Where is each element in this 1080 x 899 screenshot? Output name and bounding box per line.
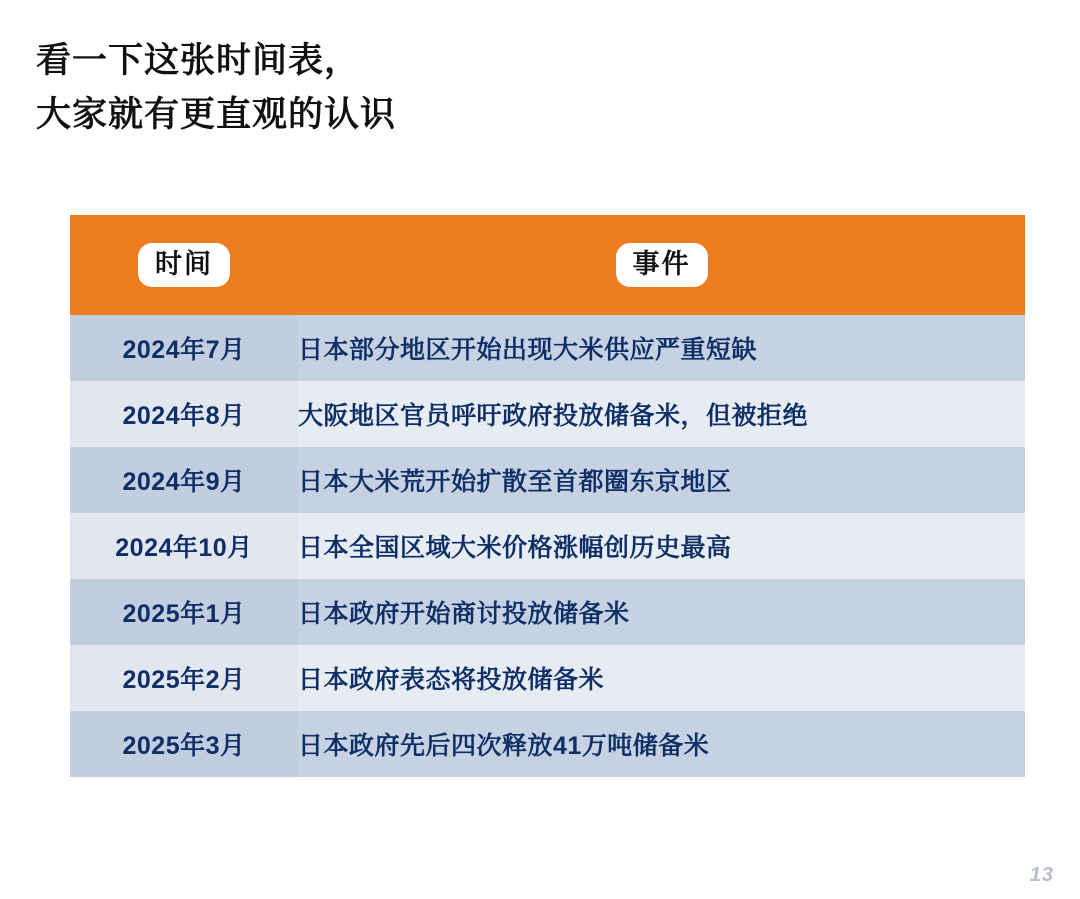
cell-event: 日本政府表态将投放储备米	[298, 645, 1025, 711]
cell-time: 2025年1月	[70, 579, 298, 645]
cell-event: 日本全国区域大米价格涨幅创历史最高	[298, 513, 1025, 579]
cell-time: 2024年10月	[70, 513, 298, 579]
cell-time: 2024年9月	[70, 447, 298, 513]
cell-event: 日本大米荒开始扩散至首都圈东京地区	[298, 447, 1025, 513]
table-header-row	[70, 215, 1025, 315]
page-number: 13	[1029, 864, 1054, 886]
cell-event: 大阪地区官员呼吁政府投放储备米，但被拒绝	[298, 381, 1025, 447]
title-line-2: 大家就有更直观的认识	[36, 95, 397, 135]
title-line-1: 看一下这张时间表，	[36, 41, 361, 80]
cell-time: 2024年7月	[70, 315, 298, 381]
table-row	[70, 711, 1025, 777]
column-header-time-label: 时间	[138, 243, 230, 287]
cell-time: 2024年8月	[70, 381, 298, 447]
cell-event: 日本政府先后四次释放41万吨储备米	[298, 711, 1025, 777]
timeline-table	[70, 215, 1025, 777]
column-header-time	[70, 215, 298, 315]
timeline-table-container	[70, 215, 1025, 777]
cell-event: 日本政府开始商讨投放储备米	[298, 579, 1025, 645]
table-row	[70, 579, 1025, 645]
cell-time: 2025年3月	[70, 711, 298, 777]
table-row	[70, 513, 1025, 579]
table-row	[70, 447, 1025, 513]
table-row	[70, 315, 1025, 381]
table-row	[70, 381, 1025, 447]
page-title	[36, 34, 936, 143]
cell-time: 2025年2月	[70, 645, 298, 711]
table-row	[70, 645, 1025, 711]
column-header-event	[298, 215, 1025, 315]
cell-event: 日本部分地区开始出现大米供应严重短缺	[298, 315, 1025, 381]
column-header-event-label: 事件	[616, 243, 708, 287]
